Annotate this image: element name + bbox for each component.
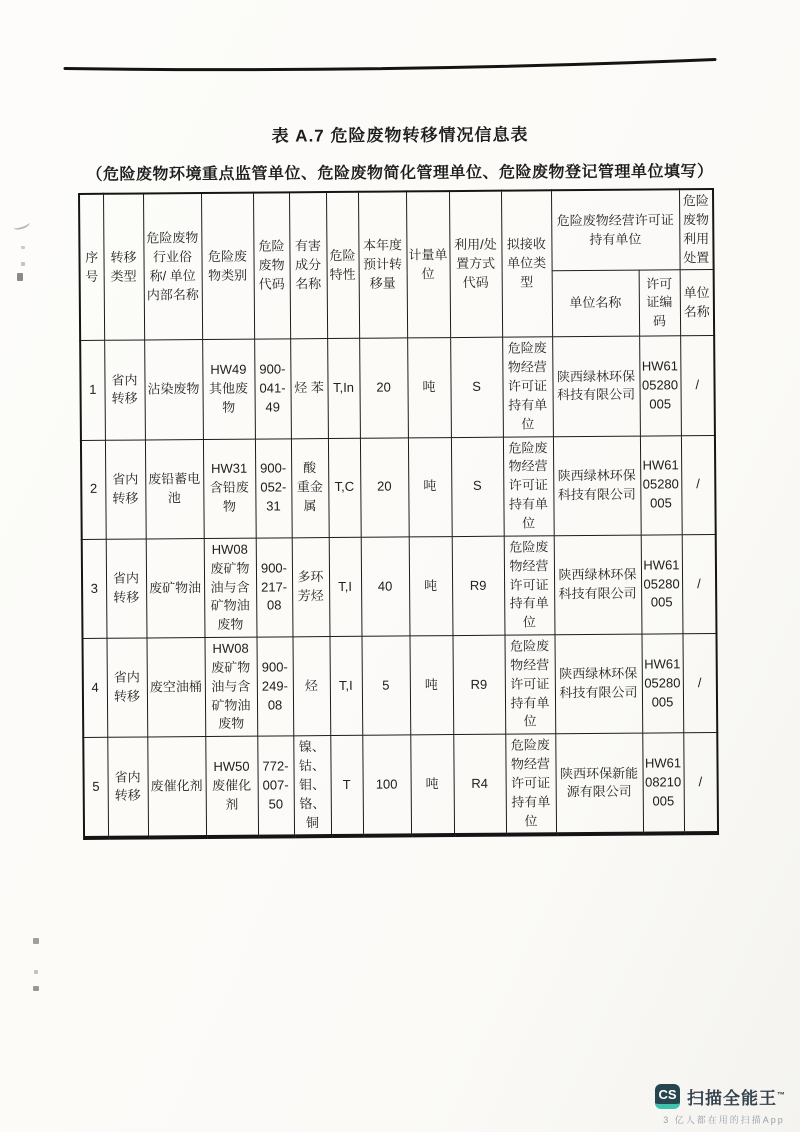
brand-text: 扫描全能王 — [687, 1089, 777, 1108]
cell-unit: 吨 — [408, 437, 452, 537]
cell-receiver-type: 危险废物经营许可证持有单位 — [504, 536, 555, 636]
cell-common-name: 废催化剂 — [147, 737, 206, 838]
scan-speck-artifact — [21, 246, 25, 249]
scan-stripe-artifact — [0, 0, 800, 90]
cell-disposal-unit-name: / — [682, 534, 717, 633]
header-holder-name: 单位名称 — [552, 270, 640, 337]
cs-logo-icon: CS — [655, 1084, 680, 1109]
cell-seq: 5 — [83, 738, 108, 839]
table-row — [83, 733, 718, 839]
cell-category: HW50废催化剂 — [205, 736, 258, 837]
cell-method-code: R9 — [452, 536, 505, 636]
cell-disposal-unit-name: / — [680, 336, 715, 435]
cell-disposal-unit-name: / — [683, 733, 718, 834]
header-disposal-group: 危险废物利用处置 — [679, 189, 714, 270]
cell-planned-amount: 20 — [359, 338, 408, 438]
cell-seq: 2 — [81, 440, 106, 539]
cell-holder-name: 陕西环保新能源有限公司 — [555, 733, 643, 834]
cell-seq: 3 — [82, 539, 107, 638]
cell-unit: 吨 — [409, 636, 453, 736]
trademark-symbol: ™ — [777, 1090, 786, 1100]
cell-components: 镍、钴、钼、铬、铜 — [293, 736, 331, 837]
cell-transfer-type: 省内转移 — [105, 440, 146, 540]
cell-method-code: R9 — [452, 635, 505, 735]
cell-seq: 4 — [82, 638, 107, 737]
cell-transfer-type: 省内转移 — [104, 340, 145, 440]
cell-method-code: R4 — [453, 734, 506, 835]
cell-holder-name: 陕西绿林环保科技有限公司 — [553, 436, 641, 536]
header-disposal-unit-name: 单位名称 — [680, 270, 715, 336]
header-method-code: 利用/处置方式代码 — [449, 191, 502, 338]
cell-code: 900-249-08 — [256, 637, 293, 736]
watermark-brand-name — [687, 1084, 786, 1109]
cell-characteristics: T,C — [328, 438, 361, 537]
cell-receiver-type: 危险废物经营许可证持有单位 — [504, 635, 555, 735]
header-receiver-type: 拟接收单位类型 — [501, 190, 552, 337]
scan-speck-artifact — [33, 938, 39, 944]
cell-planned-amount: 100 — [362, 735, 411, 836]
cell-transfer-type: 省内转移 — [106, 638, 147, 738]
cell-code: 900-041-49 — [254, 339, 291, 438]
header-seq: 序号 — [79, 194, 104, 341]
cell-characteristics: T,In — [327, 339, 360, 438]
page-subtitle: （危险废物环境重点监管单位、危险废物简化管理单位、危险废物登记管理单位填写） — [86, 163, 714, 184]
cell-unit: 吨 — [409, 536, 453, 636]
table-row — [81, 435, 716, 539]
header-license-holder-group: 危险废物经营许可证持有单位 — [551, 189, 680, 271]
cell-unit: 吨 — [410, 735, 454, 836]
cell-characteristics: T,I — [329, 537, 362, 636]
scan-speck-artifact — [17, 273, 23, 281]
cell-holder-name: 陕西绿林环保科技有限公司 — [554, 634, 642, 734]
cell-code: 772-007-50 — [257, 736, 294, 837]
cell-unit: 吨 — [407, 338, 451, 438]
cell-characteristics: T,I — [329, 636, 362, 735]
cell-receiver-type: 危险废物经营许可证持有单位 — [505, 734, 556, 835]
header-category: 危险废物类别 — [201, 193, 254, 340]
cell-transfer-type: 省内转移 — [106, 539, 147, 639]
cell-seq: 1 — [80, 341, 105, 440]
cell-common-name: 废矿物油 — [146, 538, 205, 638]
scan-mark-artifact — [12, 219, 31, 232]
cell-category: HW31含铅废物 — [203, 439, 256, 539]
header-transfer-type: 转移类型 — [103, 193, 144, 340]
table-row — [82, 634, 717, 738]
table-row — [80, 336, 715, 440]
header-components: 有害成分名称 — [289, 192, 327, 339]
cell-disposal-unit-name: / — [682, 634, 717, 733]
header-characteristics: 危险特性 — [326, 192, 359, 339]
scan-speck-artifact — [33, 986, 39, 991]
cell-category: HW08废矿物油与含矿物油废物 — [204, 637, 257, 737]
header-license-code: 许可证编码 — [639, 270, 681, 336]
header-planned-amount: 本年度预计转移量 — [358, 191, 407, 338]
cell-components: 多环芳烃 — [292, 537, 330, 637]
cell-planned-amount: 40 — [361, 537, 410, 637]
table-header-row — [79, 189, 714, 275]
cell-common-name: 废铅蓄电池 — [145, 439, 204, 539]
cell-planned-amount: 5 — [361, 636, 410, 736]
cell-category: HW08废矿物油与含矿物油废物 — [204, 538, 257, 638]
cell-license-code: HW6108210005 — [642, 733, 684, 834]
cell-code: 900-217-08 — [256, 538, 293, 637]
cell-license-code: HW6105280005 — [641, 535, 683, 635]
cell-method-code: S — [450, 338, 503, 438]
watermark-tagline: 3 亿人都在用的扫描App — [663, 1115, 785, 1125]
header-code: 危险废物代码 — [253, 192, 290, 339]
table-row — [82, 534, 717, 638]
cell-characteristics: T — [330, 736, 363, 837]
cell-license-code: HW6105280005 — [641, 634, 683, 734]
scan-speck-artifact — [21, 262, 25, 266]
cell-receiver-type: 危险废物经营许可证持有单位 — [503, 436, 554, 536]
scan-speck-artifact — [34, 970, 38, 974]
cell-category: HW49其他废物 — [202, 339, 255, 439]
cell-method-code: S — [451, 437, 504, 537]
cell-holder-name: 陕西绿林环保科技有限公司 — [554, 535, 642, 635]
camscanner-watermark — [655, 1084, 795, 1126]
cell-components: 酸 重金属 — [291, 438, 329, 538]
page-title: 表 A.7 危险废物转移情况信息表 — [271, 125, 529, 146]
header-unit: 计量单位 — [406, 191, 450, 338]
cell-planned-amount: 20 — [360, 438, 409, 538]
cell-holder-name: 陕西绿林环保科技有限公司 — [552, 336, 640, 436]
cell-components: 烃 苯 — [290, 339, 328, 439]
cell-receiver-type: 危险废物经营许可证持有单位 — [502, 337, 553, 437]
cell-code: 900-052-31 — [255, 438, 292, 537]
hazardous-waste-transfer-table — [78, 188, 719, 840]
cell-disposal-unit-name: / — [681, 435, 716, 534]
cell-components: 烃 — [292, 637, 330, 737]
cell-common-name: 废空油桶 — [146, 638, 205, 738]
header-common-name: 危险废物行业俗称/ 单位内部名称 — [143, 193, 202, 340]
cell-license-code: HW6105280005 — [639, 336, 681, 436]
cell-license-code: HW6105280005 — [640, 435, 682, 535]
cell-transfer-type: 省内转移 — [107, 737, 148, 838]
cell-common-name: 沾染废物 — [144, 340, 203, 440]
